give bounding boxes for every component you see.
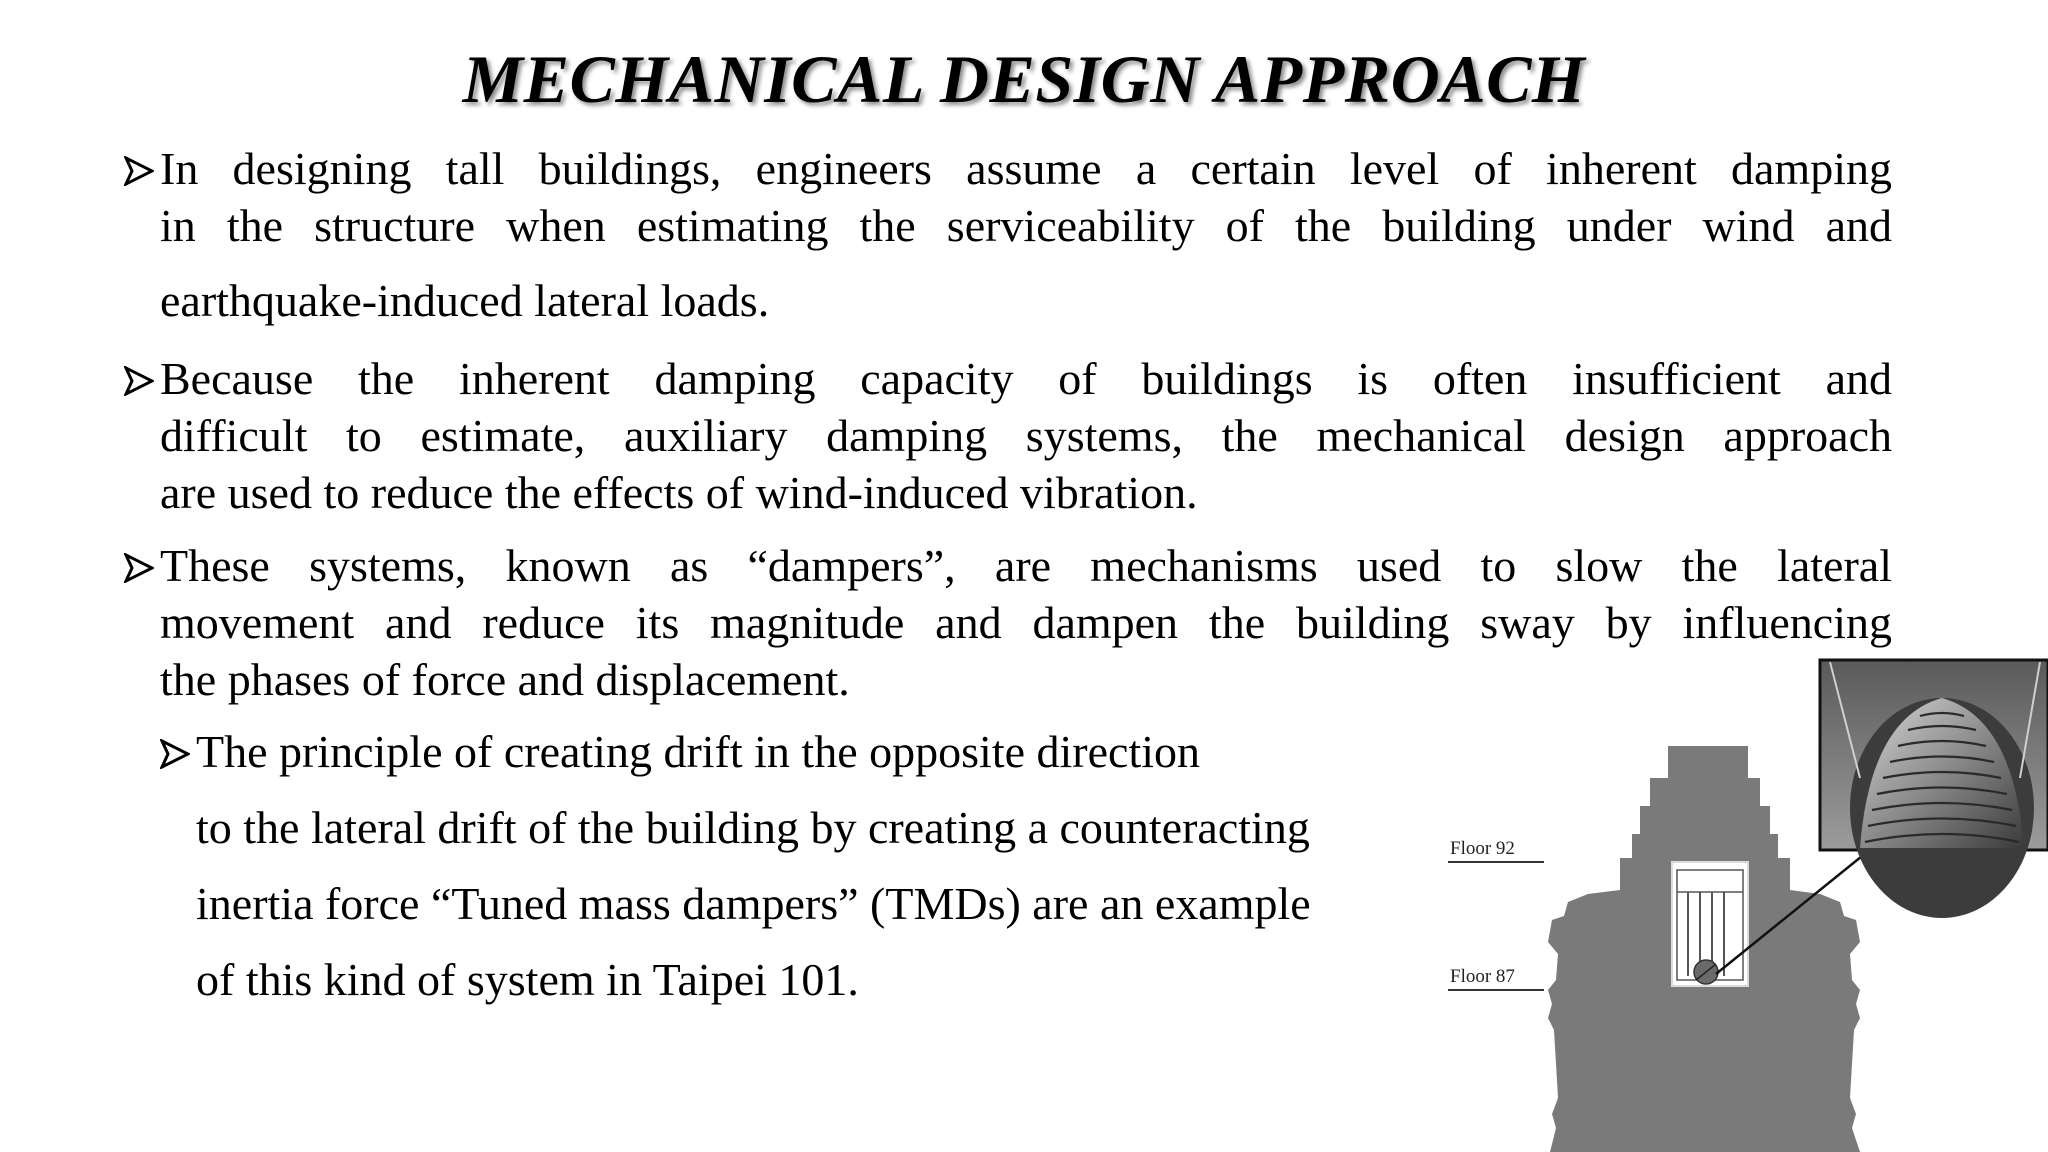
bullet-1-line-3: earthquake-induced lateral loads. (160, 275, 770, 326)
bullet-1-text-1: In designing tall buildings, engineers assume a certain level of inherent damping (160, 143, 1892, 194)
bullet-3-line-2: movement and reduce its magnitude and dampen the building sway by influencing (160, 597, 1892, 648)
floor-92-label: Floor 92 (1450, 838, 1515, 859)
damper-photo-inset (1820, 660, 2048, 918)
bullet-3-line-1 (124, 537, 1892, 594)
bullet-4-line-3: inertia force “Tuned mass dampers” (TMDs) are an example (196, 878, 1311, 929)
bullet-3-text-1: These systems, known as “dampers”, are mechanisms used to slow the lateral (160, 540, 1892, 591)
bullet-3-line-3: the phases of force and displacement. (160, 654, 850, 705)
bullet-4-line-4: of this kind of system in Taipei 101. (196, 954, 859, 1005)
bullet-1-line-1 (124, 140, 1892, 197)
bullet-4-line-1 (160, 725, 1200, 778)
bullet-4-text-1: The principle of creating drift in the opposite direction (196, 726, 1201, 777)
floor-92-marker (1448, 838, 1544, 862)
arrow-bullet-icon (160, 725, 196, 778)
bullet-4-line-2: to the lateral drift of the building by creating a counteracting (196, 802, 1310, 853)
bullet-2-line-3: are used to reduce the effects of wind-induced vibration. (160, 467, 1198, 518)
bullet-1 (160, 140, 1892, 329)
arrow-bullet-icon (124, 140, 160, 197)
bullet-2-line-1 (124, 350, 1892, 407)
bullet-2-line-2: difficult to estimate, auxiliary damping systems, the mechanical design approach (160, 410, 1892, 461)
bullet-1-line-2: in the structure when estimating the serviceability of the building under wind and (160, 200, 1892, 251)
arrow-bullet-icon (124, 537, 160, 594)
slide-title: MECHANICAL DESIGN APPROACH (462, 41, 1586, 117)
bullet-2-text-1: Because the inherent damping capacity of buildings is often insufficient and (160, 353, 1892, 404)
damper-chamber (1672, 862, 1748, 986)
floor-87-label: Floor 87 (1450, 966, 1515, 987)
arrow-bullet-icon (124, 350, 160, 407)
floor-87-marker (1448, 966, 1544, 990)
bullet-2 (160, 350, 1892, 521)
taipei-101-damper-figure (1420, 658, 2048, 1152)
